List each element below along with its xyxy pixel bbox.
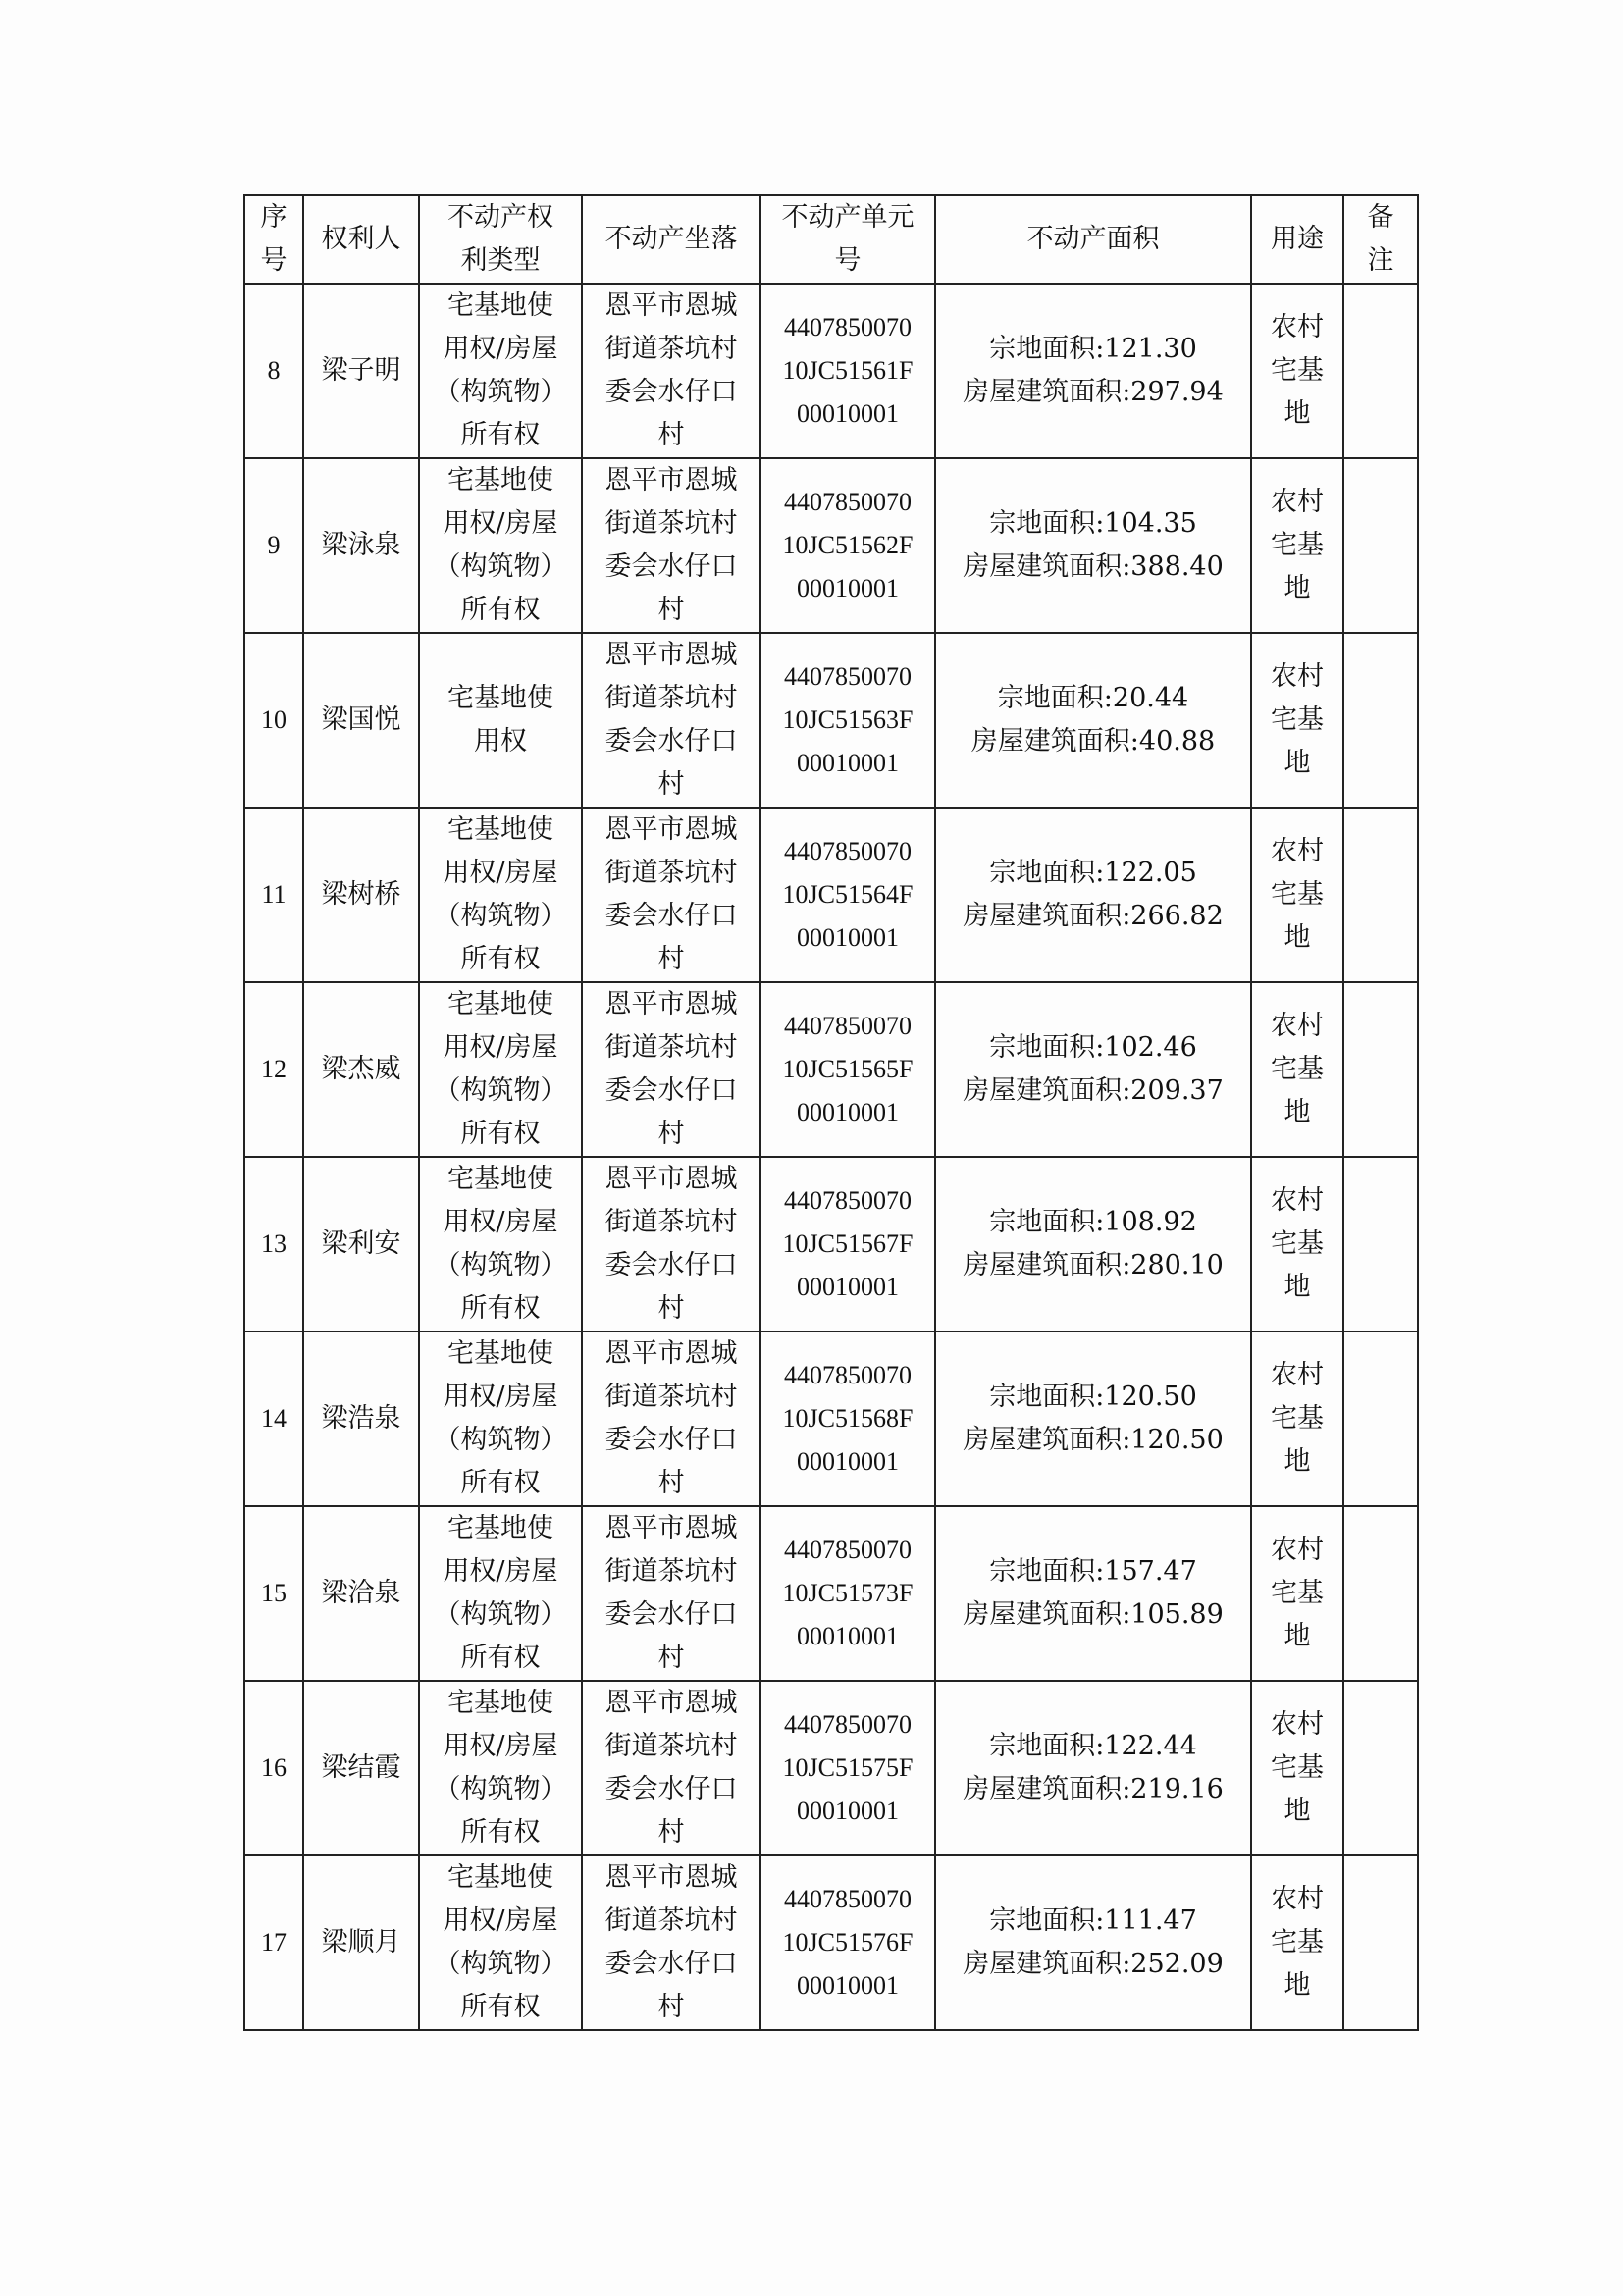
cell-remark (1343, 284, 1418, 458)
cell-remark (1343, 1331, 1418, 1506)
cell-unit-no: 4407850070 10JC51575F 00010001 (760, 1681, 935, 1855)
table-body (244, 284, 1418, 2030)
header-seq: 序 号 (244, 195, 303, 284)
cell-location: 恩平市恩城 街道茶坑村 委会水仔口 村 (582, 808, 760, 982)
cell-right-type: 宅基地使 用权/房屋 （构筑物） 所有权 (419, 1331, 582, 1506)
cell-area: 宗地面积:157.47 房屋建筑面积:105.89 (935, 1506, 1251, 1681)
cell-location: 恩平市恩城 街道茶坑村 委会水仔口 村 (582, 458, 760, 633)
cell-seq: 16 (244, 1681, 303, 1855)
cell-seq: 12 (244, 982, 303, 1157)
cell-area: 宗地面积:111.47 房屋建筑面积:252.09 (935, 1855, 1251, 2030)
header-unit-no: 不动产单元 号 (760, 195, 935, 284)
header-usage: 用途 (1251, 195, 1343, 284)
cell-usage: 农村 宅基 地 (1251, 633, 1343, 808)
cell-owner: 梁国悦 (303, 633, 419, 808)
cell-remark (1343, 1157, 1418, 1331)
cell-seq: 9 (244, 458, 303, 633)
table-row (244, 1506, 1418, 1681)
cell-remark (1343, 458, 1418, 633)
cell-seq: 13 (244, 1157, 303, 1331)
cell-location: 恩平市恩城 街道茶坑村 委会水仔口 村 (582, 982, 760, 1157)
cell-seq: 10 (244, 633, 303, 808)
cell-usage: 农村 宅基 地 (1251, 982, 1343, 1157)
cell-owner: 梁杰威 (303, 982, 419, 1157)
cell-owner: 梁利安 (303, 1157, 419, 1331)
table-row (244, 458, 1418, 633)
cell-area: 宗地面积:104.35 房屋建筑面积:388.40 (935, 458, 1251, 633)
cell-usage: 农村 宅基 地 (1251, 458, 1343, 633)
cell-location: 恩平市恩城 街道茶坑村 委会水仔口 村 (582, 284, 760, 458)
cell-remark (1343, 808, 1418, 982)
cell-usage: 农村 宅基 地 (1251, 1681, 1343, 1855)
cell-area: 宗地面积:20.44 房屋建筑面积:40.88 (935, 633, 1251, 808)
cell-location: 恩平市恩城 街道茶坑村 委会水仔口 村 (582, 1157, 760, 1331)
cell-right-type: 宅基地使 用权/房屋 （构筑物） 所有权 (419, 1855, 582, 2030)
table-row (244, 1855, 1418, 2030)
header-right-type: 不动产权 利类型 (419, 195, 582, 284)
cell-usage: 农村 宅基 地 (1251, 1506, 1343, 1681)
cell-right-type: 宅基地使 用权/房屋 （构筑物） 所有权 (419, 1506, 582, 1681)
header-area: 不动产面积 (935, 195, 1251, 284)
cell-remark (1343, 633, 1418, 808)
table-row (244, 1157, 1418, 1331)
property-registration-table (243, 194, 1419, 2031)
cell-unit-no: 4407850070 10JC51562F 00010001 (760, 458, 935, 633)
cell-location: 恩平市恩城 街道茶坑村 委会水仔口 村 (582, 1855, 760, 2030)
cell-unit-no: 4407850070 10JC51563F 00010001 (760, 633, 935, 808)
cell-area: 宗地面积:102.46 房屋建筑面积:209.37 (935, 982, 1251, 1157)
table-row (244, 1331, 1418, 1506)
cell-area: 宗地面积:122.05 房屋建筑面积:266.82 (935, 808, 1251, 982)
cell-owner: 梁泳泉 (303, 458, 419, 633)
cell-location: 恩平市恩城 街道茶坑村 委会水仔口 村 (582, 1681, 760, 1855)
cell-remark (1343, 1855, 1418, 2030)
cell-area: 宗地面积:121.30 房屋建筑面积:297.94 (935, 284, 1251, 458)
cell-seq: 11 (244, 808, 303, 982)
cell-unit-no: 4407850070 10JC51565F 00010001 (760, 982, 935, 1157)
cell-location: 恩平市恩城 街道茶坑村 委会水仔口 村 (582, 633, 760, 808)
cell-owner: 梁浩泉 (303, 1331, 419, 1506)
header-location: 不动产坐落 (582, 195, 760, 284)
cell-seq: 15 (244, 1506, 303, 1681)
cell-usage: 农村 宅基 地 (1251, 284, 1343, 458)
cell-owner: 梁结霞 (303, 1681, 419, 1855)
cell-owner: 梁子明 (303, 284, 419, 458)
cell-area: 宗地面积:108.92 房屋建筑面积:280.10 (935, 1157, 1251, 1331)
cell-usage: 农村 宅基 地 (1251, 1331, 1343, 1506)
cell-unit-no: 4407850070 10JC51564F 00010001 (760, 808, 935, 982)
cell-owner: 梁树桥 (303, 808, 419, 982)
table-row (244, 808, 1418, 982)
cell-right-type: 宅基地使 用权/房屋 （构筑物） 所有权 (419, 284, 582, 458)
table-row (244, 284, 1418, 458)
cell-usage: 农村 宅基 地 (1251, 1855, 1343, 2030)
cell-area: 宗地面积:120.50 房屋建筑面积:120.50 (935, 1331, 1251, 1506)
cell-right-type: 宅基地使 用权/房屋 （构筑物） 所有权 (419, 1157, 582, 1331)
table-row (244, 633, 1418, 808)
table-row (244, 982, 1418, 1157)
cell-right-type: 宅基地使 用权/房屋 （构筑物） 所有权 (419, 808, 582, 982)
cell-right-type: 宅基地使 用权/房屋 （构筑物） 所有权 (419, 982, 582, 1157)
cell-unit-no: 4407850070 10JC51568F 00010001 (760, 1331, 935, 1506)
cell-unit-no: 4407850070 10JC51567F 00010001 (760, 1157, 935, 1331)
cell-seq: 8 (244, 284, 303, 458)
cell-owner: 梁顺月 (303, 1855, 419, 2030)
cell-unit-no: 4407850070 10JC51573F 00010001 (760, 1506, 935, 1681)
cell-remark (1343, 1506, 1418, 1681)
cell-unit-no: 4407850070 10JC51576F 00010001 (760, 1855, 935, 2030)
cell-remark (1343, 1681, 1418, 1855)
cell-area: 宗地面积:122.44 房屋建筑面积:219.16 (935, 1681, 1251, 1855)
cell-seq: 17 (244, 1855, 303, 2030)
cell-right-type: 宅基地使 用权/房屋 （构筑物） 所有权 (419, 458, 582, 633)
cell-location: 恩平市恩城 街道茶坑村 委会水仔口 村 (582, 1331, 760, 1506)
cell-seq: 14 (244, 1331, 303, 1506)
cell-right-type: 宅基地使 用权/房屋 （构筑物） 所有权 (419, 1681, 582, 1855)
header-owner: 权利人 (303, 195, 419, 284)
table-row (244, 1681, 1418, 1855)
cell-usage: 农村 宅基 地 (1251, 1157, 1343, 1331)
table-header-row (244, 195, 1418, 284)
cell-usage: 农村 宅基 地 (1251, 808, 1343, 982)
cell-owner: 梁洽泉 (303, 1506, 419, 1681)
cell-unit-no: 4407850070 10JC51561F 00010001 (760, 284, 935, 458)
cell-right-type: 宅基地使 用权 (419, 633, 582, 808)
cell-location: 恩平市恩城 街道茶坑村 委会水仔口 村 (582, 1506, 760, 1681)
cell-remark (1343, 982, 1418, 1157)
header-remark: 备 注 (1343, 195, 1418, 284)
